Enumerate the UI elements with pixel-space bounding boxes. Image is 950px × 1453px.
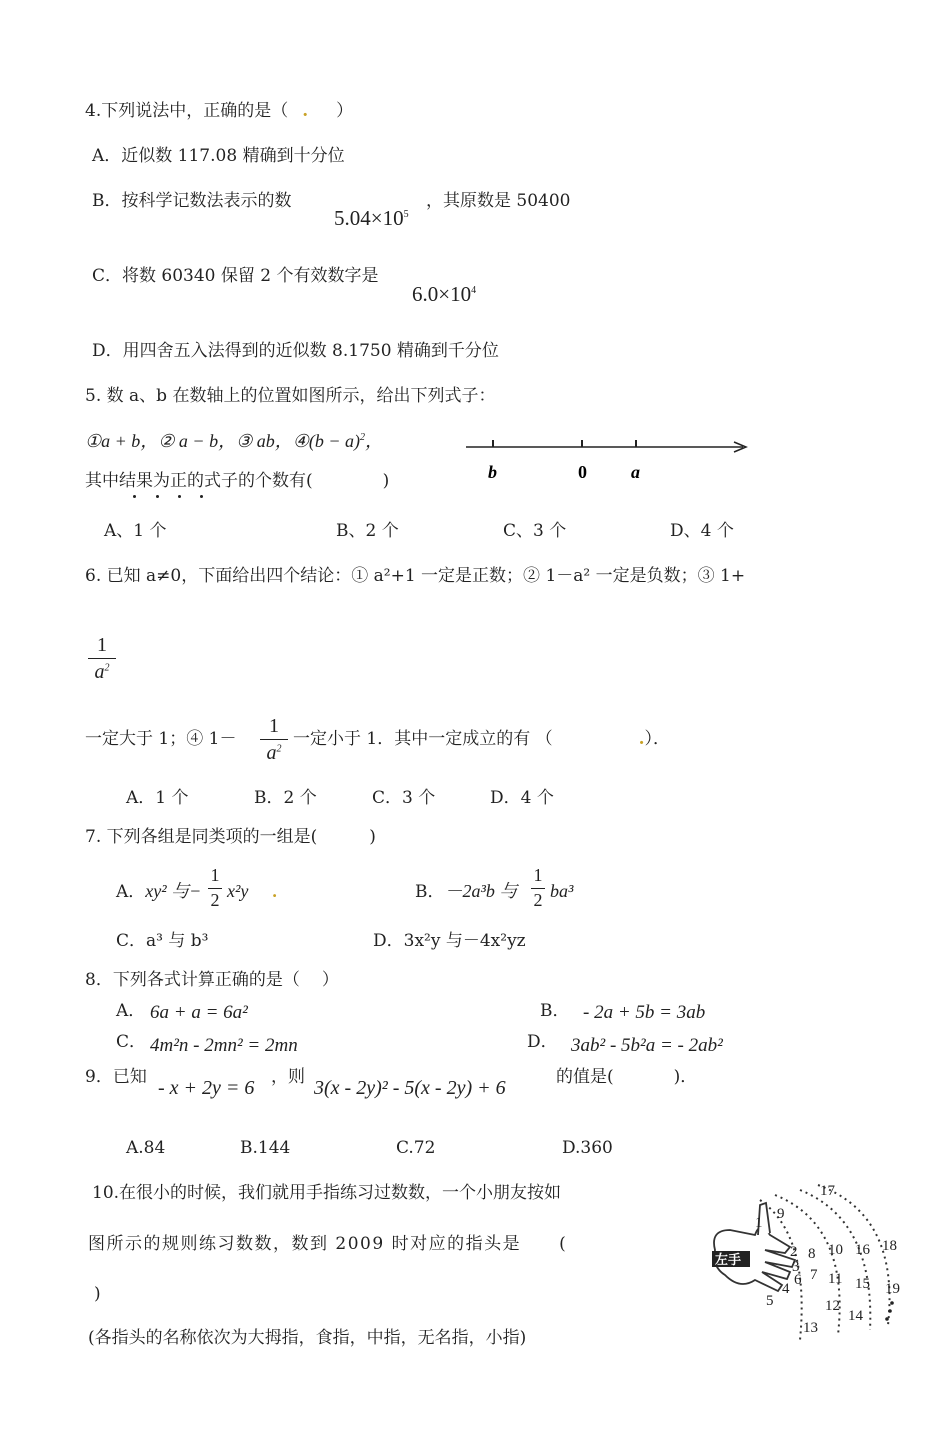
q8-option-b-expr: - 2a + 5b = 3ab xyxy=(583,1002,706,1023)
q8-option-b-label: B． xyxy=(540,1001,570,1021)
q9-expression: 3(x - 2y)² - 5(x - 2y) + 6 xyxy=(314,1077,506,1099)
q7-half-fraction-a: 1 2 xyxy=(208,866,222,911)
q5-stem: 5. 数 a、b 在数轴上的位置如图所示，给出下列式子： xyxy=(85,386,496,406)
q8-stem: 8．下列各式计算正确的是（ ） xyxy=(85,970,339,990)
q10-line2: 图所示的规则练习数数，数到 2009 时对应的指头是 ( xyxy=(88,1234,568,1254)
count-3: 3 xyxy=(792,1259,800,1275)
q6-option-a: A．1 个 xyxy=(126,788,189,808)
q4-stem: 4.下列说法中，正确的是（ . ） xyxy=(85,101,354,121)
q8-option-d-expr: 3ab² - 5b²a = - 2ab² xyxy=(571,1035,723,1056)
q7-half-fraction-b: 1 2 xyxy=(531,866,545,911)
q4-option-b: B．按科学记数法表示的数 xyxy=(92,191,292,211)
count-4: 4 xyxy=(782,1281,790,1297)
q8-option-a-expr: 6a + a = 6a² xyxy=(150,1002,248,1023)
q5-option-d: D、4 个 xyxy=(670,521,734,541)
q9-option-a: A.84 xyxy=(126,1138,166,1158)
q7-option-c: C．a³ 与 b³ xyxy=(116,931,209,951)
q5-option-a: A、1 个 xyxy=(104,521,167,541)
q6-option-d: D．4 个 xyxy=(490,788,554,808)
count-19: 19 xyxy=(885,1281,900,1297)
q4-option-c-expr: $6.0\times 10^4$ xyxy=(412,282,477,306)
q4-option-c: C．将数 60340 保留 2 个有效数字是 xyxy=(92,266,379,286)
q8-option-a-label: A． xyxy=(116,1001,146,1021)
count-7: 7 xyxy=(810,1267,818,1283)
emphasis-dot xyxy=(156,495,159,498)
q8-option-c-expr: 4m²n - 2mn² = 2mn xyxy=(150,1035,298,1056)
q7-option-a: A．xy² 与− xyxy=(116,881,202,902)
q4-option-d: D．用四舍五入法得到的近似数 8.1750 精确到千分位 xyxy=(92,341,499,361)
q9-stem: 9．已知 xyxy=(85,1067,147,1087)
count-1: 1 xyxy=(755,1215,763,1231)
count-15: 15 xyxy=(855,1276,870,1292)
q10-line3: ) xyxy=(94,1284,101,1304)
axis-label-a: a xyxy=(631,462,640,482)
q7-option-a-expr2: x²y . xyxy=(227,881,277,901)
count-18: 18 xyxy=(882,1238,897,1254)
count-10: 10 xyxy=(828,1242,843,1258)
q6-option-c: C．3 个 xyxy=(372,788,436,808)
number-line xyxy=(458,432,758,492)
hand-label: 左手 xyxy=(715,1253,742,1268)
q7-option-b-expr2: ba³ xyxy=(550,881,574,901)
q6-line2-post: 一定小于 1．其中一定成立的有 （ .）． xyxy=(293,729,671,749)
q9-option-c: C.72 xyxy=(396,1138,436,1158)
q10-line1: 10.在很小的时候，我们就用手指练习过数数，一个小朋友按如 xyxy=(92,1183,562,1203)
q6-fraction-2: 1 $a^2$ xyxy=(260,715,288,764)
q9-mid: ，则 xyxy=(271,1067,305,1087)
q9-condition: - x + 2y = 6 xyxy=(158,1077,255,1099)
q5-option-c: C、3 个 xyxy=(503,521,567,541)
q6-fraction: 1 $a^2$ xyxy=(88,634,116,683)
q10-line4: (各指头的名称依次为大拇指，食指，中指，无名指，小指) xyxy=(88,1328,527,1348)
emphasis-dot xyxy=(200,495,203,498)
q6-line2-pre: 一定大于 1；④ 1－ xyxy=(85,729,237,749)
count-6: 6 xyxy=(794,1272,802,1288)
count-8: 8 xyxy=(808,1246,816,1262)
q8-option-d-label: D． xyxy=(527,1032,558,1052)
count-14: 14 xyxy=(848,1308,863,1324)
q9-option-d: D.360 xyxy=(562,1138,613,1158)
q4-option-a: A．近似数 117.08 精确到十分位 xyxy=(92,146,345,166)
q9-post: 的值是( )． xyxy=(556,1067,698,1087)
q5-option-b: B、2 个 xyxy=(336,521,399,541)
q8-option-c-label: C． xyxy=(116,1032,147,1052)
q9-option-b: B.144 xyxy=(240,1138,291,1158)
axis-label-0: 0 xyxy=(578,462,587,482)
count-5: 5 xyxy=(766,1293,774,1309)
emphasis-dot xyxy=(133,495,136,498)
emphasis-dot xyxy=(178,495,181,498)
count-12: 12 xyxy=(825,1298,840,1314)
q6-stem: 6. 已知 a≠0，下面给出四个结论：① a²+1 一定是正数；② 1－a² 一定是负数；③ 1+ xyxy=(85,566,746,586)
count-9: 9 xyxy=(777,1206,785,1222)
q6-option-b: B．2 个 xyxy=(254,788,317,808)
q4-option-b-post: ，其原数是 50400 xyxy=(426,191,571,211)
count-17: 17 xyxy=(820,1183,835,1199)
count-2: 2 xyxy=(790,1244,798,1260)
count-13: 13 xyxy=(803,1320,818,1336)
q5-exprs: ①a + b，② a − b，③ ab，④(b − a)$^2$， xyxy=(85,431,383,451)
q7-option-b: B．－2a³b 与 xyxy=(415,881,518,902)
q7-stem: 7. 下列各组是同类项的一组是( ) xyxy=(85,827,376,847)
count-16: 16 xyxy=(855,1242,870,1258)
q4-option-b-expr: $5.04\times 10^5$ xyxy=(334,206,409,230)
q7-option-d: D．3x²y 与－4x²yz xyxy=(373,931,526,951)
axis-label-b: b xyxy=(488,462,497,482)
count-11: 11 xyxy=(828,1271,843,1287)
q5-question: 其中结果为正的式子的个数有( ) xyxy=(85,471,390,491)
hand-counting-figure xyxy=(700,1175,915,1355)
